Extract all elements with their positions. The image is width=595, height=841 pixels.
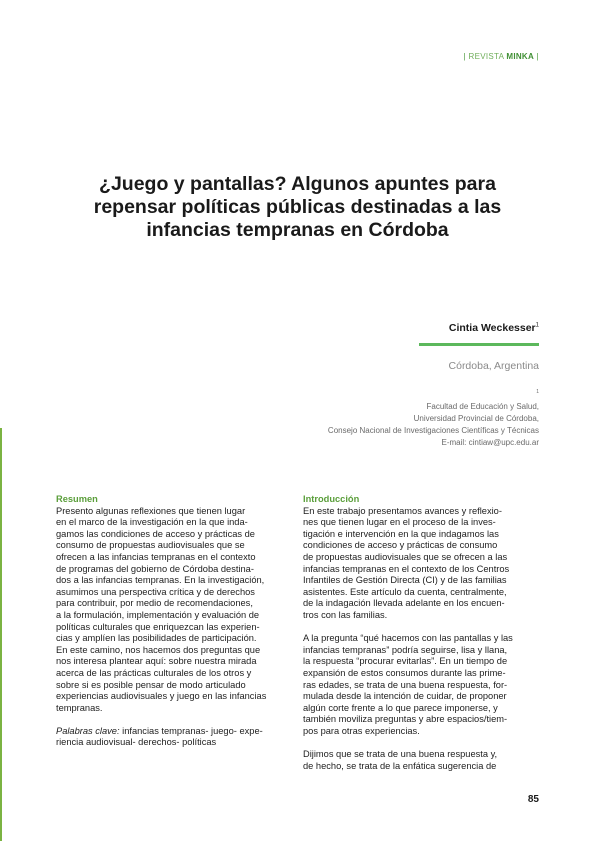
header-bar-right: | xyxy=(536,52,539,61)
author-underline xyxy=(419,343,539,346)
abstract-line: tempranas. xyxy=(56,702,103,713)
abstract-heading: Resumen xyxy=(56,494,98,504)
abstract-line: acerca de las prácticas culturales de los otros y xyxy=(56,667,252,678)
intro-line: ras edades, se trata de una buena respuesta, for- xyxy=(303,679,508,690)
journal-name: MINKA xyxy=(506,52,535,61)
intro-line: también moviliza preguntas y abre espacios/tiem- xyxy=(303,714,508,725)
abstract-line: cias y amplíen las posibilidades de participación. xyxy=(56,633,257,644)
abstract-line: en el marco de la investigación en la que inda- xyxy=(56,517,248,528)
introduction-heading: Introducción xyxy=(303,494,360,504)
intro-line: la respuesta “procurar evitarlas”. En un tiempo de xyxy=(303,656,508,667)
abstract-line: gamos las condiciones de acceso y prácticas de xyxy=(56,528,255,539)
author-affiliation xyxy=(328,386,539,449)
intro-line: condiciones de acceso y prácticas de consumo xyxy=(303,540,498,551)
abstract-line: En este camino, nos hacemos dos preguntas que xyxy=(56,644,261,655)
abstract-line: asumimos una perspectiva crítica y de derechos xyxy=(56,586,255,597)
intro-line: de hecho, se trata de la enfática sugerencia de xyxy=(303,760,497,771)
page-number: 85 xyxy=(527,794,539,805)
abstract-line: ofrecen a las infancias tempranas en el contexto xyxy=(56,551,256,562)
intro-line: de propuestas audiovisuales que se ofrecen a las xyxy=(303,551,508,562)
intro-line: En este trabajo presentamos avances y reflexio- xyxy=(303,505,502,516)
intro-line: Infantiles de Gestión Directa (CI) y de las familias xyxy=(303,575,507,586)
keywords-label: Palabras clave: xyxy=(56,725,120,736)
keywords-line: riencia audiovisual- derechos- políticas xyxy=(56,737,217,748)
abstract-line: nos interesa plantear aquí: sobre nuestra mirada xyxy=(56,656,257,667)
introduction-column xyxy=(303,494,543,772)
abstract-line: sobre si es posible pensar de modo articulado xyxy=(56,679,246,690)
keywords xyxy=(56,726,296,749)
paragraph-gap xyxy=(56,714,296,726)
abstract-body xyxy=(56,506,296,715)
intro-paragraph-1 xyxy=(303,506,543,622)
header-bar-left: | xyxy=(463,52,466,61)
affiliation-mark: 1 xyxy=(536,389,539,395)
affiliation-line: Consejo Nacional de Investigaciones Científicas y Técnicas xyxy=(327,425,539,435)
abstract-line: de programas del gobierno de Córdoba destina- xyxy=(56,563,254,574)
intro-paragraph-3 xyxy=(303,749,543,772)
title-line: ¿Juego y pantallas? Algunos apuntes para xyxy=(99,173,496,195)
intro-line: mulada desde la intención de cuidar, de proponer xyxy=(303,691,507,702)
abstract-line: para contribuir, por medio de recomendaciones, xyxy=(56,598,253,609)
abstract-line: políticas culturales que enriquezcan las experien- xyxy=(56,621,260,632)
author-location: Córdoba, Argentina xyxy=(448,360,539,372)
affiliation-line: Universidad Provincial de Córdoba, xyxy=(413,413,539,423)
journal-header xyxy=(464,52,539,61)
affiliation-line: $^1$ Facultad de Educación y Salud, xyxy=(426,389,539,411)
intro-line: nes que tienen lugar en el proceso de la inves- xyxy=(303,517,496,528)
paragraph-gap xyxy=(303,737,543,749)
intro-line: infancias tempranas” podría seguirse, lisa y llana, xyxy=(303,644,508,655)
affiliation-email: E-mail: cintiaw@upc.edu.ar xyxy=(441,437,539,447)
abstract-line: dos a las infancias tempranas. En la investigación, xyxy=(56,575,265,586)
intro-line: algún corte frente a lo que parece imponerse, y xyxy=(303,702,498,713)
abstract-line: experiencias audiovisuales y juego en las infancias xyxy=(56,691,267,702)
intro-line: asistentes. Este artículo da cuenta, centralmente, xyxy=(303,586,507,597)
intro-line: de la indagación llevada adelante en los encuen- xyxy=(303,598,505,609)
paragraph-gap xyxy=(303,622,543,634)
keywords-line xyxy=(56,726,296,738)
journal-label: REVISTA xyxy=(468,52,504,61)
intro-line: Dijimos que se trata de una buena respuesta y, xyxy=(303,749,498,760)
author-name-text: Cintia Weckesser xyxy=(448,322,536,334)
left-margin-rule xyxy=(0,428,2,841)
abstract-line: Presento algunas reflexiones que tienen lugar xyxy=(56,505,246,516)
author-footnote-mark: 1 xyxy=(535,322,539,329)
title-line: repensar políticas públicas destinadas a las xyxy=(93,196,502,218)
intro-line: pos para otras experiencias. xyxy=(303,725,420,736)
intro-line: tigación e intervención en la que indagamos las xyxy=(303,528,499,539)
author-name xyxy=(449,322,539,334)
abstract-column xyxy=(56,494,296,749)
abstract-line: consumo de propuestas audiovisuales que se xyxy=(56,540,245,551)
abstract-line: a la formulación, implementación y evaluación de xyxy=(56,609,260,620)
title-line: infancias tempranas en Córdoba xyxy=(146,219,449,241)
keywords-text: infancias tempranas- juego- expe- xyxy=(119,725,263,736)
intro-line: A la pregunta “qué hacemos con las pantallas y las xyxy=(303,633,513,644)
intro-line: infancias tempranas en el contexto de los Centros xyxy=(303,563,510,574)
article-title xyxy=(55,173,540,242)
intro-line: expansión de estos consumos durante las prime- xyxy=(303,667,506,678)
intro-line: tros con las familias. xyxy=(303,609,388,620)
intro-paragraph-2 xyxy=(303,633,543,737)
